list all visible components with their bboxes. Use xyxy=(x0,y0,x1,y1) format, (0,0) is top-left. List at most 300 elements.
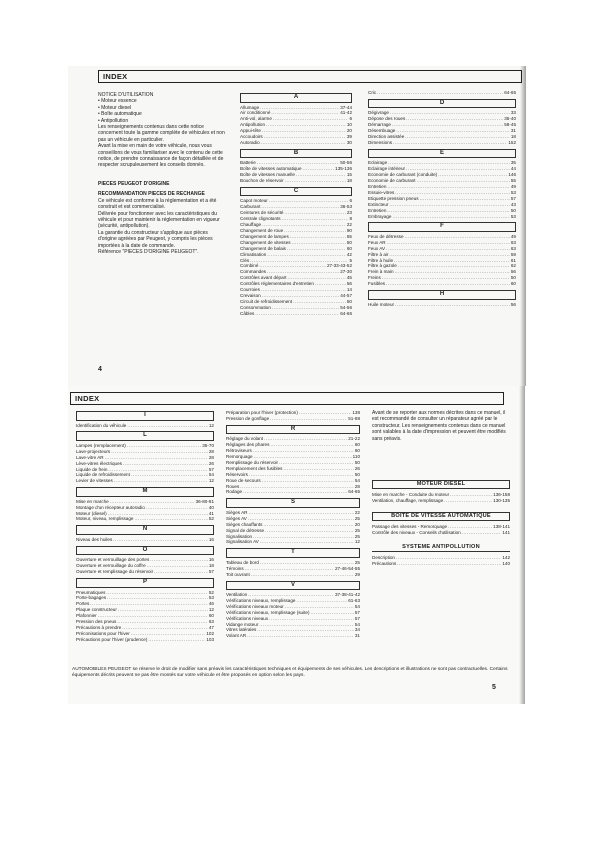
index-title: INDEX xyxy=(103,72,128,81)
index-entry-page: 34 xyxy=(354,627,360,633)
notice-paragraph: NOTICE D'UTILISATION • Moteur essence • Moteur diesel • Boîte automatique • Antipollution Les renseignements contenus dans cette notice concernent toute la gamme complète de véhicules et non pas un véhicule en particulier. Avant la mise en main de votre véhicule, nous vous conseillons de vous familiariser avec le contenu de cette notice, de prendre connaissance de façon détaillée et de respecter scrupuleusement les conseils donnés. xyxy=(98,92,225,169)
index-entry-page: 50 xyxy=(510,275,516,281)
index-entry-page: 12 xyxy=(208,607,214,613)
index-entry-label: Réglages des phares xyxy=(226,442,270,448)
index-entry-page: 35 xyxy=(510,160,516,166)
index-entry-page: 138 xyxy=(352,410,360,415)
index-entry-leader xyxy=(270,416,347,422)
index-entry-page: 103 xyxy=(206,636,214,642)
index-entry-page: 35-40 xyxy=(504,116,516,122)
index-entry-page: 62 xyxy=(510,263,516,269)
index-entry-label: Plaque constructeur xyxy=(76,607,117,613)
index-entry-label: Signalisation AV xyxy=(226,539,259,545)
section-letter-header: L xyxy=(76,431,214,441)
section-letter-header: N xyxy=(76,525,214,535)
index-entry-page: 46 xyxy=(208,601,214,607)
index-entry-label: Dépose des roues xyxy=(368,116,406,122)
index-entry-label: Lave-projecteurs xyxy=(76,448,111,454)
index-entry-leader xyxy=(462,530,502,536)
index-entry-page: 136-158 xyxy=(493,492,510,498)
index-entry-label: Bouchon de réservoir xyxy=(240,178,284,184)
index-entry-leader xyxy=(251,572,354,578)
index-entry xyxy=(76,637,214,643)
index-entry-label: Appui-tête xyxy=(240,128,261,134)
index-entry-page: 22 xyxy=(354,509,360,515)
index-entry-page: 41 xyxy=(208,510,214,516)
index-entry xyxy=(76,537,214,543)
index-entry-label: Précautions pour l'hiver (prudence) xyxy=(76,636,148,642)
index-column-r-v xyxy=(226,410,360,639)
index-entry-leader xyxy=(148,637,205,643)
section-letter-header: A xyxy=(240,93,352,103)
index-entry-label: Combiné xyxy=(240,263,259,269)
index-entry-page: 54 xyxy=(354,477,360,483)
index-entry-page: 65 xyxy=(346,233,352,239)
index-entry xyxy=(240,178,352,184)
index-entry-label: Réglage du volant xyxy=(226,436,264,442)
index-entry-page: 54 xyxy=(354,603,360,609)
index-entry-page: 49 xyxy=(510,233,516,239)
index-entry-label: Circuit de refroidissement xyxy=(240,298,293,304)
index-entry-label: Feux de détresse xyxy=(368,233,404,239)
index-entry-page: 57 xyxy=(208,466,214,472)
index-entry-page: 16 xyxy=(208,536,214,542)
index-entry-label: Commandes xyxy=(240,269,267,275)
index-entry-page: 54-56 xyxy=(340,304,352,310)
index-entry-page: 152 xyxy=(508,139,516,145)
index-entry-page: 90 xyxy=(346,228,352,233)
index-entry-page: 20 xyxy=(354,521,360,527)
index-header xyxy=(98,70,522,83)
section-letter-header: H xyxy=(368,290,516,300)
index-entry-label: Niveau des huiles xyxy=(76,536,113,542)
index-entry-page: 37-38-41-42 xyxy=(334,592,360,598)
index-entry-label: Ceintures de sécurité xyxy=(240,210,284,216)
index-entry-label: Rétroviseurs xyxy=(226,448,252,454)
index-entry-label: Signalisation xyxy=(226,533,253,539)
index-entry-page: 42 xyxy=(346,251,352,257)
index-entry-page: 50 xyxy=(354,471,360,477)
index-entry-leader xyxy=(285,178,346,184)
origin-paragraph: Ce véhicule est conforme à la réglementation et a été construit et est commercialisé. Délivrée pour fonctionner avec les caractéristiques du véhicule et pour maintenir la réglementation en vigueur (sécurité, antipollution). La garantie du constructeur s'applique aux pièces d'origine agréées par Peugeot, y compris les pièces importées à la date de commande. Référence "PIECES D'ORIGINE PEUGEOT". xyxy=(98,197,220,255)
index-entry-page: 140 xyxy=(502,560,510,566)
index-entry-page: 43 xyxy=(510,201,516,207)
index-entry-page: 29 xyxy=(354,571,360,577)
index-entry-page: 5 xyxy=(349,257,352,263)
page-number: 4 xyxy=(98,366,102,373)
index-entry-page: 31 xyxy=(510,128,516,134)
index-continued-entries xyxy=(226,410,360,422)
index-entry-label: Réservoirs xyxy=(226,471,248,477)
index-column-a-c xyxy=(240,90,352,317)
index-entry-label: Contrôles réglementaires d'entretien xyxy=(240,281,314,287)
section-letter-header: P xyxy=(76,578,214,588)
index-entry-leader xyxy=(261,140,346,146)
index-entry-page: 64-65 xyxy=(348,489,360,495)
index-entry-page: 110 xyxy=(352,454,360,460)
index-entry-label: Boîte de vitesses manuelle xyxy=(240,172,295,178)
index-entry-label: Préparation pour l'hiver (protection) xyxy=(226,410,298,415)
index-entry-page: 23 xyxy=(346,210,352,216)
index-entry-label: Air conditionné xyxy=(240,110,271,116)
index-entry xyxy=(240,311,352,317)
index-entry xyxy=(226,539,360,545)
index-entry-page: 36-53 xyxy=(340,204,352,210)
index-entry-label: Lave-vitre AR xyxy=(76,454,104,460)
index-entry-label: Plafonnier xyxy=(76,613,97,619)
index-entry-page: 49 xyxy=(510,183,516,189)
origin-subheading: RECOMMANDATION PIECES DE RECHANGE xyxy=(98,191,205,198)
index-entry-label: Cric xyxy=(368,90,377,95)
index-entry-label: Feux AR xyxy=(368,239,386,245)
index-entry-label: Filtre à air xyxy=(368,251,389,257)
index-entry-label: Economie de carburant xyxy=(368,178,416,184)
index-entry-leader xyxy=(114,478,208,484)
index-entry-page: 14 xyxy=(346,287,352,293)
right-note: Avant de se reporter aux normes décrites dans ce manuel, il est recommandé de consulter un réparateur agréé par le constructeur. Les renseignements contenus dans ce manuel sont valables à la date d'impression et peuvent être modifiés sans préavis. xyxy=(372,410,508,442)
index-entry-label: Essuie-vitres xyxy=(368,189,395,195)
index-entry-label: Antipollution xyxy=(240,122,266,128)
index-entry xyxy=(368,302,516,308)
index-entry-leader xyxy=(393,140,507,146)
index-entry-label: Chauffage xyxy=(240,222,262,228)
index-entry xyxy=(368,90,516,96)
index-entry-label: Changement de balais xyxy=(240,245,286,251)
index-entry-page: 58-45 xyxy=(504,122,516,128)
index-entry-page: 45 xyxy=(346,275,352,281)
index-entry-label: Centrale clignotants xyxy=(240,216,281,222)
index-entry-label: Roues xyxy=(226,483,240,489)
index-page-top xyxy=(68,66,526,386)
index-entry-label: Embrayage xyxy=(368,213,392,219)
index-entry-leader xyxy=(377,90,503,96)
section-letter-header: B xyxy=(240,149,352,159)
index-entry-label: Désembuage xyxy=(368,128,396,134)
index-entry-label: Câbles xyxy=(240,310,255,316)
index-entry-page: 50 xyxy=(346,239,352,245)
section-letter-header: T xyxy=(226,548,360,558)
index-entry-page: 142 xyxy=(502,554,510,560)
index-entry-label: Identification du véhicule xyxy=(76,422,127,428)
index-entry-page: 16 xyxy=(208,557,214,563)
index-entry-label: Mise en marche xyxy=(76,498,109,504)
topic-block-title: MOTEUR DIESEL xyxy=(372,480,510,489)
index-entry-label: Moteur (diesel) xyxy=(76,510,107,516)
index-entry-label: Toit ouvrant xyxy=(226,571,250,577)
index-entry-page: 12 xyxy=(208,422,214,428)
index-entry-label: Batterie xyxy=(240,160,256,166)
index-entry-label: Direction assistée xyxy=(368,134,405,140)
index-entry xyxy=(240,140,352,146)
index-column-c-h xyxy=(368,90,516,307)
index-entry-page: 50 xyxy=(354,459,360,465)
topic-block-title: SYSTEME ANTIPOLLUTION xyxy=(372,544,510,552)
index-entry-page: 27-46-54-55 xyxy=(334,565,360,571)
index-entry-label: Mise en marche - Conduite du moteur xyxy=(372,492,450,498)
index-entry-page: 26 xyxy=(354,465,360,471)
index-entry-label: Allumage xyxy=(240,104,260,110)
index-entry-leader xyxy=(255,311,339,317)
index-entry-page: 20 xyxy=(346,128,352,134)
index-entry-label: Tableau de bord xyxy=(226,559,259,565)
index-entry-label: Entretien xyxy=(368,183,387,189)
index-entry-label: Carburant xyxy=(240,204,261,210)
index-entry-page: 55 xyxy=(510,178,516,184)
index-entry-label: Moteur, niveau, remplissage xyxy=(76,516,134,522)
index-entry-label: Ouverture et remplissage du réservoir xyxy=(76,569,154,575)
index-entry-page: 12 xyxy=(208,478,214,484)
index-entry-label: Extincteur xyxy=(368,201,389,207)
index-entry-page: 57 xyxy=(208,569,214,575)
index-entry-leader xyxy=(134,516,207,522)
index-entry xyxy=(368,140,516,146)
index-entry-page: 53 xyxy=(510,213,516,219)
index-entry-label: Clés xyxy=(240,257,250,263)
index-entry-page: 61-63 xyxy=(348,597,360,603)
index-entry-leader xyxy=(247,633,354,639)
index-entry-page: 18 xyxy=(510,134,516,140)
index-entry-label: Economie de carburant (conduite) xyxy=(368,172,438,178)
index-entry-page: 64-65 xyxy=(504,90,516,95)
index-entry-page: 63 xyxy=(510,245,516,251)
index-entry-label: Passage des vitesses - Remorquage xyxy=(372,523,448,529)
index-entry-page: 63 xyxy=(510,239,516,245)
index-entry-leader xyxy=(393,214,510,220)
index-entry-label: Remorquage xyxy=(226,454,253,460)
index-entry-label: Vidange moteur xyxy=(226,621,259,627)
index-entry-page: 50 xyxy=(346,298,352,304)
index-entry-page: 37-44 xyxy=(340,104,352,110)
index-title: INDEX xyxy=(75,394,100,403)
index-entry xyxy=(76,478,214,484)
index-entry-label: Remplacement des fusibles xyxy=(226,465,283,471)
index-entry-label: Autoradio xyxy=(240,139,260,145)
index-entry-page: 141 xyxy=(502,529,510,535)
index-entry-page: 40 xyxy=(208,504,214,510)
index-entry-page: 25 xyxy=(354,527,360,533)
index-entry-page: 44 xyxy=(510,166,516,172)
index-entry xyxy=(372,530,510,536)
index-entry-page: 36-80-81 xyxy=(195,498,214,504)
index-entry-page: 53 xyxy=(510,189,516,195)
index-entry-page: 60 xyxy=(346,245,352,251)
index-entry-label: Eclairage xyxy=(368,160,388,166)
section-letter-header: E xyxy=(368,149,516,159)
index-entry-label: Contrôle des niveaux - Conseils d'utilisation xyxy=(372,529,461,535)
index-entry-label: Etiquette pression pneus xyxy=(368,195,419,201)
index-entry-label: Anti-vol, alarme xyxy=(240,116,272,122)
index-entry-page: 31 xyxy=(354,633,360,639)
index-entry-label: Ventilation, chauffage, remplissage xyxy=(372,497,444,503)
index-entry-page: 30 xyxy=(346,139,352,145)
index-entry-label: Vérifications niveaux, remplissage xyxy=(226,597,296,603)
index-entry-page: 64-66 xyxy=(340,310,352,316)
section-letter-header: D xyxy=(368,99,516,109)
index-column-i-p xyxy=(76,408,214,643)
index-entry-page: 56 xyxy=(510,269,516,275)
index-entry-page: 56 xyxy=(510,301,516,307)
index-entry-page: 52 xyxy=(208,516,214,522)
index-entry-page: 35-70 xyxy=(202,442,214,448)
index-entry-page: 63 xyxy=(208,619,214,625)
index-entry xyxy=(226,416,360,422)
index-entry-label: Porte-bagages xyxy=(76,595,107,601)
index-entry-label: Démarrage xyxy=(368,122,391,128)
index-entry-label: Sièges AV xyxy=(226,515,247,521)
index-entry-label: Dégivrage xyxy=(368,110,389,116)
index-entry-label: Climatisation xyxy=(240,251,267,257)
index-entry-page: 27-33-43-52 xyxy=(326,263,352,269)
index-entry-leader xyxy=(243,489,347,495)
index-entry-page: 25 xyxy=(354,559,360,565)
index-entry-page: 50-56 xyxy=(340,160,352,166)
index-entry-page: 41-42 xyxy=(340,110,352,116)
index-entry-label: Lampes (remplacement) xyxy=(76,442,126,448)
index-entry-page: 53 xyxy=(208,595,214,601)
index-entry-label: Changement de lampes xyxy=(240,233,289,239)
index-column-right xyxy=(372,410,510,566)
index-entry-label: Vérifications niveaux, remplissage (suite) xyxy=(226,609,310,615)
index-entry-label: Volant AR xyxy=(226,633,247,639)
index-sections xyxy=(226,425,360,639)
index-entry-page: 138-141 xyxy=(493,523,510,529)
index-entry-page: 60 xyxy=(510,281,516,287)
index-entry-label: Crevaison xyxy=(240,292,261,298)
index-entry-label: Frein à main xyxy=(368,269,394,275)
index-entry-label: Entretien xyxy=(368,207,387,213)
index-entry xyxy=(372,561,510,567)
index-entry-page: 10 xyxy=(346,122,352,128)
index-entry-label: Contrôles avant départ xyxy=(240,275,287,281)
index-entry-label: Capot moteur xyxy=(240,198,268,204)
index-entry-label: Consommation xyxy=(240,304,271,310)
index-entry-page: 6 xyxy=(349,116,352,122)
index-entry-leader xyxy=(154,569,208,575)
section-letter-header: S xyxy=(226,498,360,508)
index-entry-page: 54 xyxy=(354,621,360,627)
index-entry-page: 130-135 xyxy=(493,497,510,503)
index-entry-label: Fusibles xyxy=(368,281,386,287)
index-entry-page: 22 xyxy=(346,222,352,228)
index-entry-page: 25 xyxy=(354,515,360,521)
index-entry-label: Pression des pneus xyxy=(76,619,117,625)
index-entry xyxy=(368,214,516,220)
index-entry-label: Liquide de refroidissement xyxy=(76,472,130,478)
index-entry-label: Pneumatiques xyxy=(76,589,106,595)
index-entry-page: 21-22 xyxy=(348,436,360,442)
origin-heading: PIECES PEUGEOT D'ORIGINE xyxy=(98,180,170,187)
topic-block-title: BOITE DE VITESSE AUTOMATIQUE xyxy=(372,512,510,521)
index-entry xyxy=(372,498,510,504)
index-entry-label: Vérifications niveaux xyxy=(226,615,269,621)
index-entry-page: 59 xyxy=(510,251,516,257)
index-entry-label: Description xyxy=(372,554,395,560)
index-entry-page: 33 xyxy=(510,110,516,116)
index-entry-label: Accoudoirs xyxy=(240,134,263,140)
index-entry-page: 28 xyxy=(354,483,360,489)
section-letter-header: O xyxy=(76,546,214,556)
page-number: 5 xyxy=(492,684,496,691)
index-entry-leader xyxy=(444,498,492,504)
index-entry-label: Huile moteur xyxy=(368,301,395,307)
index-entry-page: 25 xyxy=(354,533,360,539)
index-entry-label: Changement de vitesses xyxy=(240,239,291,245)
footer-note: AUTOMOBILES PEUGEOT se réserve le droit de modifier sans préavis les caractéristiques techniques et équipements de ses véhicules. Les descriptions et illustrations ne sont pas contractuelles. Certains équipements décrits peuvent ne pas être montés sur votre véhicule et être proposés en option selon les pays. xyxy=(72,667,508,679)
index-entry-label: Ouverture et verrouillage du coffre xyxy=(76,563,146,569)
index-entry-label: Vitres latérales xyxy=(226,627,257,633)
topic-blocks xyxy=(372,480,510,566)
index-entry-page: 57 xyxy=(510,195,516,201)
index-entry-page: 54 xyxy=(208,472,214,478)
index-entry-page: 60 xyxy=(354,448,360,454)
index-header xyxy=(70,392,504,405)
section-letter-header: V xyxy=(226,581,360,591)
index-entry-page: 44-57 xyxy=(340,292,352,298)
index-entry-page: 28 xyxy=(208,454,214,460)
index-entry-leader xyxy=(113,537,208,543)
index-entry-page: 61 xyxy=(510,257,516,263)
index-entry-page: 51-88 xyxy=(348,415,360,421)
index-entry-label: Levier de vitesses xyxy=(76,478,113,484)
index-entry-label: Courroies xyxy=(240,287,260,293)
index-entry-label: Préconisations pour l'hiver xyxy=(76,630,130,636)
index-entry-label: Dimensions xyxy=(368,139,392,145)
index-entry xyxy=(368,281,516,287)
notice-column xyxy=(98,92,228,255)
index-entry-page: 60 xyxy=(208,613,214,619)
index-entry-page: 52 xyxy=(208,589,214,595)
index-entry-label: Boîte de vitesses automatique xyxy=(240,166,302,172)
index-entry xyxy=(76,423,214,429)
index-entry-page: 27-30 xyxy=(340,269,352,275)
index-entry-page: 15 xyxy=(346,172,352,178)
index-entry-leader xyxy=(395,302,510,308)
index-entry-label: Ouverture et verrouillage des portes xyxy=(76,557,150,563)
index-entry-label: Freins xyxy=(368,275,381,281)
index-entry-label: Filtre à huile xyxy=(368,257,394,263)
page-edge-shadow xyxy=(519,386,525,704)
index-entry-page: 146 xyxy=(508,172,516,178)
index-entry-leader xyxy=(127,423,208,429)
index-entry-label: Montage d'un récepteur autoradio xyxy=(76,504,145,510)
index-entry-page: 47 xyxy=(208,624,214,630)
index-entry-page: 28 xyxy=(208,448,214,454)
index-entry-label: Sièges chauffants xyxy=(226,521,263,527)
index-entry-leader xyxy=(260,539,354,545)
index-entry xyxy=(226,633,360,639)
section-letter-header: F xyxy=(368,222,516,232)
index-entry-page: 6 xyxy=(349,198,352,204)
index-entry-page: 12 xyxy=(354,539,360,545)
index-entry-page: 102 xyxy=(206,630,214,636)
index-entry-page: 8 xyxy=(349,216,352,222)
section-letter-header: I xyxy=(76,411,214,421)
index-entry xyxy=(76,516,214,522)
index-entry-label: Liquide de frein xyxy=(76,466,108,472)
index-entry-label: Portes xyxy=(76,601,90,607)
index-entry-label: Lève-vitres électriques xyxy=(76,460,122,466)
index-entry-leader xyxy=(386,281,510,287)
index-entry-page: 18 xyxy=(346,178,352,184)
index-entry-label: Remplissage du réservoir xyxy=(226,459,279,465)
index-entry-label: Pression de gonflage xyxy=(226,415,270,421)
index-entry-label: Signal de détresse xyxy=(226,527,265,533)
index-entry-label: Ventilation xyxy=(226,592,248,598)
index-entry-label: Témoins xyxy=(226,565,244,571)
index-entry-label: Précautions à prendre xyxy=(76,624,122,630)
index-entry-label: Précautions xyxy=(372,560,397,566)
index-entry-label: Vérifications niveaux moteur xyxy=(226,603,284,609)
